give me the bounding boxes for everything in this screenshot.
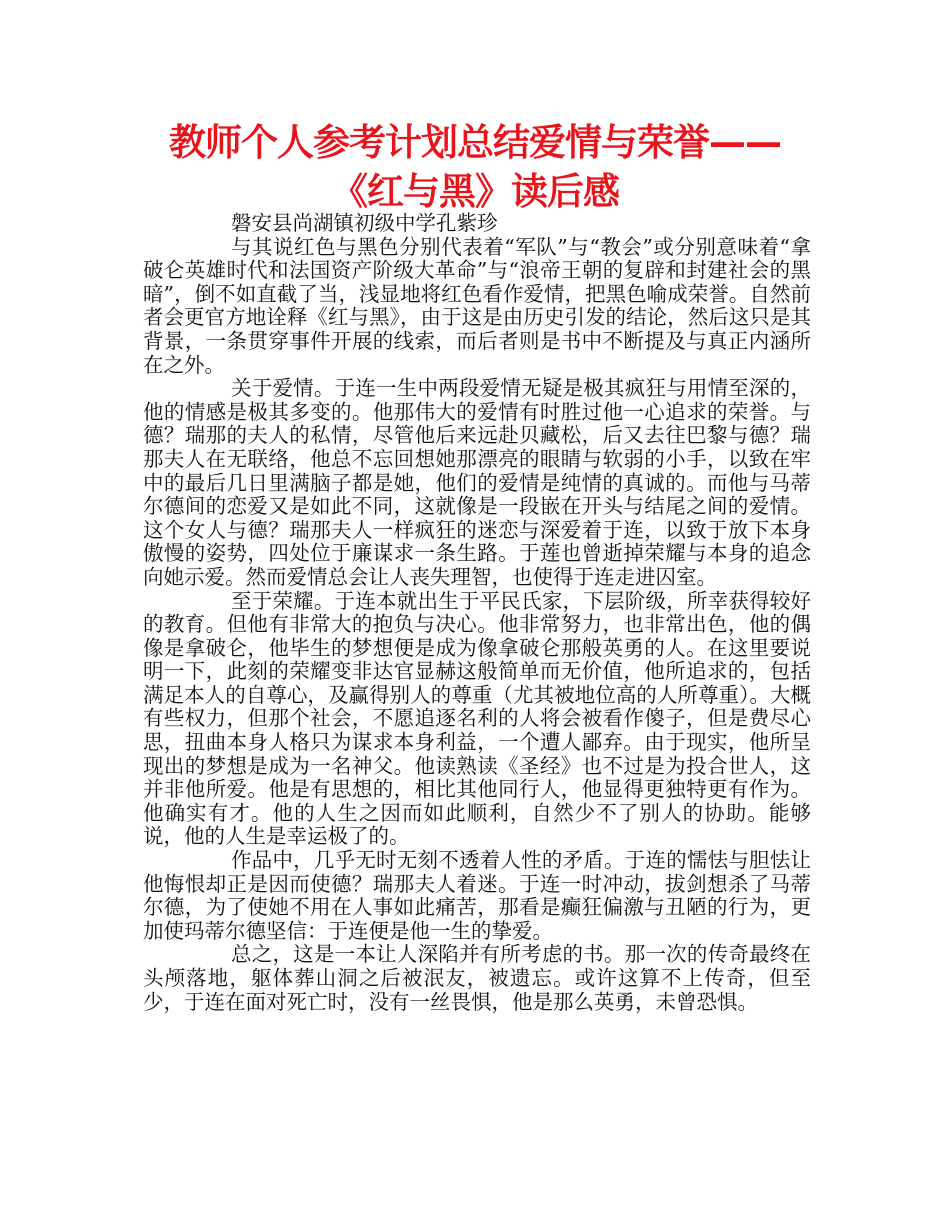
paragraph-conclusion: 总之，这是一本让人深陷并有所考虑的书。那一次的传奇最终在头颅落地，躯体葬山洞之后被泯友，被遗忘。或许这算不上传奇，但至少，于连在面对死亡时，没有一丝畏惧，他是那么英勇，未曾恐惧。 <box>143 942 811 1014</box>
author-line: 磐安县尚湖镇初级中学孔紫珍 <box>231 211 498 235</box>
paragraph-love: 关于爱情。于连一生中两段爱情无疑是极其疯狂与用情至深的，他的情感是极其多变的。他那伟大的爱情有时胜过他一心追求的荣誉。与德？瑞那的夫人的私情，尽管他后来远赴贝藏松，后又去往巴黎与德？瑞那夫人在无联络，他总不忘回想她那漂亮的眼睛与软弱的小手，以致在牢中的最后几日里满脑子都是她，他们的爱情是纯情的真诚的。而他与马蒂尔德间的恋爱又是如此不同，这就像是一段嵌在开头与结尾之间的爱情。这个女人与德？瑞那夫人一样疯狂的迷恋与深爱着于连，以致于放下本身傲慢的姿势，四处位于廉谋求一条生路。于莲也曾逝掉荣耀与本身的追念向她示爱。然而爱情总会让人丧失理智，也使得于连走进囚室。 <box>143 376 811 589</box>
paragraph-contradiction: 作品中，几乎无时无刻不透着人性的矛盾。于连的懦怯与胆怯让他悔恨却正是因而使德？瑞那夫人着迷。于连一时冲动，拔剑想杀了马蒂尔德，为了使她不用在人事如此痛苦，那看是癫狂偏激与丑陋的行为，更加使玛蒂尔德坚信：于连便是他一生的挚爱。 <box>143 848 811 943</box>
title-line-2: 《红与黑》读后感 <box>331 170 619 213</box>
paragraph-honor: 至于荣耀。于连本就出生于平民氏家，下层阶级，所幸获得较好的教育。但他有非常大的抱负与决心。他非常努力，也非常出色，他的偶像是拿破仑，他毕生的梦想便是成为像拿破仑那般英勇的人。在这里要说明一下，此刻的荣耀变非达官显赫这般简单而无价值，他所追求的，包括满足本人的自尊心，及赢得别人的尊重（尤其被地位高的人所尊重）。大概有些权力，但那个社会，不愿追逐名利的人将会被看作傻子，但是费尽心思，扭曲本身人格只为谋求本身利益，一个遭人鄙弃。由于现实，他所呈现出的梦想是成为一名神父。他读熟读《圣经》也不过是为投合世人，这并非他所爱。他是有思想的，相比其他同行人，他显得更独特更有作为。他确实有才。他的人生之因而如此顺利，自然少不了别人的协助。能够说，他的人生是幸运极了的。 <box>143 588 811 849</box>
title-line-1: 教师个人参考计划总结爱情与荣誉—— <box>169 121 781 164</box>
document-body <box>143 212 811 1014</box>
paragraph-intro: 与其说红色与黑色分别代表着“军队”与“教会”或分别意味着“拿破仑英雄时代和法国资产阶级大革命”与“浪帝王朝的复辟和封建社会的黑暗”，倒不如直截了当，浅显地将红色看作爱情，把黑色喻成荣誉。自然前者会更官方地诠释《红与黑》，由于这是由历史引发的结论，然后这只是其背景，一条贯穿事件开展的线索，而后者则是书中不断提及与真正内涵所在之外。 <box>143 234 811 377</box>
page-title <box>140 118 810 216</box>
